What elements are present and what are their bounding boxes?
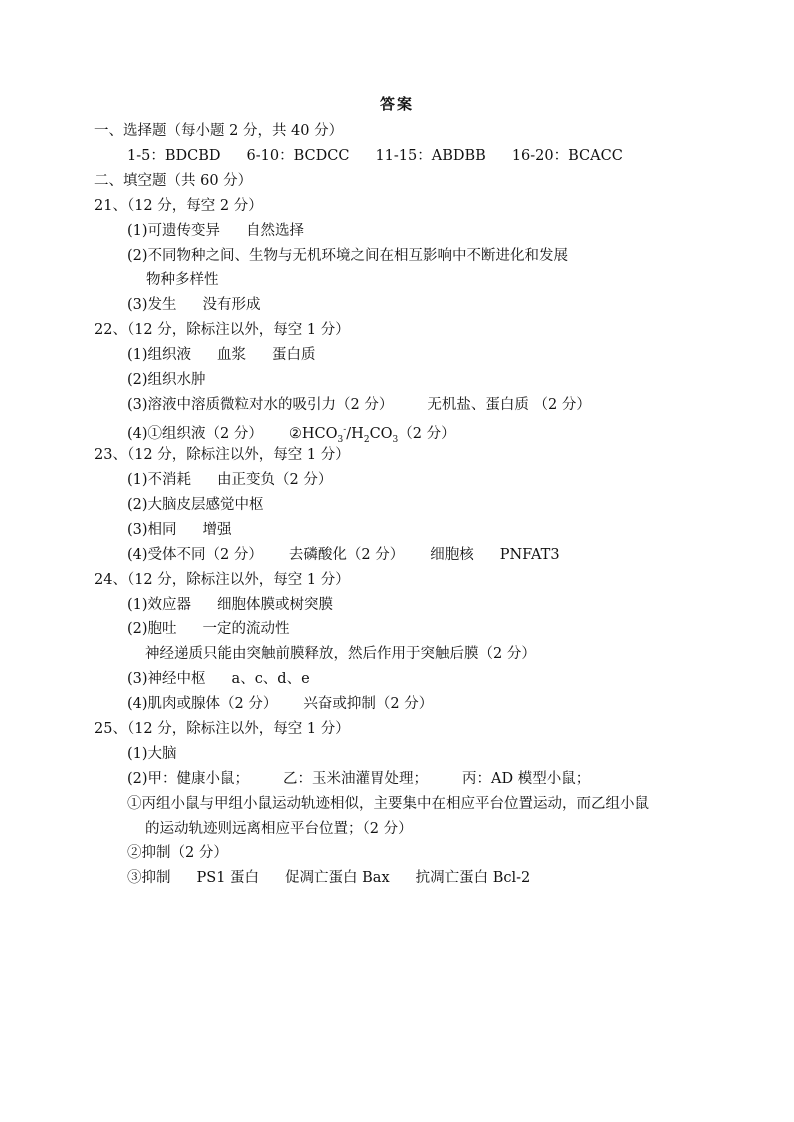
q21-answer-3: [127, 295, 261, 315]
answer-text: PS1 蛋白: [196, 870, 260, 886]
choice-answers-row: [127, 146, 623, 166]
q25-answer-5: [127, 868, 530, 888]
answer-text: 由正变负（2 分）: [217, 472, 333, 488]
q25-answer-3b: 的运动轨迹则远离相应平台位置；（2 分）: [145, 821, 413, 837]
answer-text: (3)相同: [127, 522, 177, 538]
choice-group-4: 16-20：BCACC: [511, 148, 623, 164]
q24-heading: 24、（12 分，除标注以外，每空 1 分）: [94, 572, 350, 588]
q25-answer-4: ②抑制（2 分）: [127, 845, 228, 861]
q24-answer-2: [127, 619, 290, 639]
answer-text: (1)不消耗: [127, 472, 192, 488]
q21-answer-2b: 物种多样性: [146, 272, 219, 288]
q23-answer-4: [127, 545, 560, 565]
answer-text: 无机盐、蛋白质 （2 分）: [427, 397, 591, 413]
q22-answer-3: [127, 395, 591, 415]
answer-text: PNFAT3: [499, 547, 560, 563]
answer-text: (4)肌肉或腺体（2 分）: [127, 696, 278, 712]
answer-text: 没有形成: [202, 297, 261, 313]
answer-text: 乙：玉米油灌胃处理；: [283, 771, 429, 787]
answer-text: ③抑制: [127, 870, 171, 886]
q22-heading: 22、（12 分，除标注以外，每空 1 分）: [94, 322, 350, 338]
answer-text: 抗凋亡蛋白 Bcl-2: [415, 870, 531, 886]
answer-text: (4)①组织液（2 分）: [127, 425, 263, 442]
choice-group-3: 11-15：ABDBB: [375, 148, 486, 164]
choice-group-1: 1-5：BDCBD: [127, 148, 221, 164]
answer-text: a、c、d、e: [231, 671, 310, 687]
q21-answer-2: (2)不同物种之间、生物与无机环境之间在相互影响中不断进化和发展: [127, 248, 569, 264]
q22-answer-1: [127, 345, 316, 365]
q23-heading: 23、（12 分，除标注以外，每空 1 分）: [94, 447, 350, 463]
answer-text: 促凋亡蛋白 Bax: [285, 870, 390, 886]
answer-text: (2)胞吐: [127, 621, 177, 637]
q25-answer-1: (1)大脑: [127, 746, 177, 762]
answer-text: 增强: [202, 522, 232, 538]
q25-heading: 25、（12 分，除标注以外，每空 1 分）: [94, 721, 350, 737]
q24-answer-4: [127, 694, 433, 714]
answer-text: 丙：AD 模型小鼠；: [462, 771, 591, 787]
answer-text: (2)甲：健康小鼠；: [127, 771, 250, 787]
formula: $②HCO_3^-/H_2CO_3(2$ 分）: [288, 425, 456, 445]
q23-answer-1: [127, 470, 332, 490]
q25-answer-3a: ①丙组小鼠与甲组小鼠运动轨迹相似，主要集中在相应平台位置运动，而乙组小鼠: [127, 796, 649, 812]
answer-text: (4)受体不同（2 分）: [127, 547, 263, 563]
q25-answer-2: [127, 769, 590, 789]
q24-answer-3: [127, 669, 310, 689]
answer-text: (1)效应器: [127, 597, 192, 613]
q21-heading: 21、（12 分，每空 2 分）: [94, 198, 263, 214]
answer-text: (3)溶液中溶质微粒对水的吸引力（2 分）: [127, 397, 394, 413]
answer-text: 血浆: [217, 347, 247, 363]
page-title: 答案: [379, 95, 414, 113]
choice-group-2: 6-10：BCDCC: [246, 148, 350, 164]
answer-text: 细胞核: [430, 547, 474, 563]
q21-answer-1: [127, 221, 304, 241]
answer-text: 蛋白质: [272, 347, 316, 363]
q24-answer-2c: 神经递质只能由突触前膜释放，然后作用于突触后膜（2 分）: [145, 646, 536, 662]
answer-text: 自然选择: [246, 223, 305, 239]
answer-text: (1)可遗传变异: [127, 223, 221, 239]
q23-answer-3: [127, 520, 232, 540]
answer-text: (3)神经中枢: [127, 671, 206, 687]
answer-text: (3)发生: [127, 297, 177, 313]
q24-answer-1: [127, 595, 333, 615]
answer-text: 一定的流动性: [202, 621, 290, 637]
q23-answer-2: (2)大脑皮层感觉中枢: [127, 497, 264, 513]
q22-answer-2: (2)组织水肿: [127, 372, 206, 388]
section-2-heading: 二、填空题（共 60 分）: [94, 173, 253, 189]
answer-text: 兴奋或抑制（2 分）: [303, 696, 434, 712]
answer-text: 去磷酸化（2 分）: [288, 547, 405, 563]
answer-text: 细胞体膜或树突膜: [217, 597, 334, 613]
answer-text: (1)组织液: [127, 347, 192, 363]
section-1-heading: 一、选择题（每小题 2 分，共 40 分）: [94, 123, 344, 139]
